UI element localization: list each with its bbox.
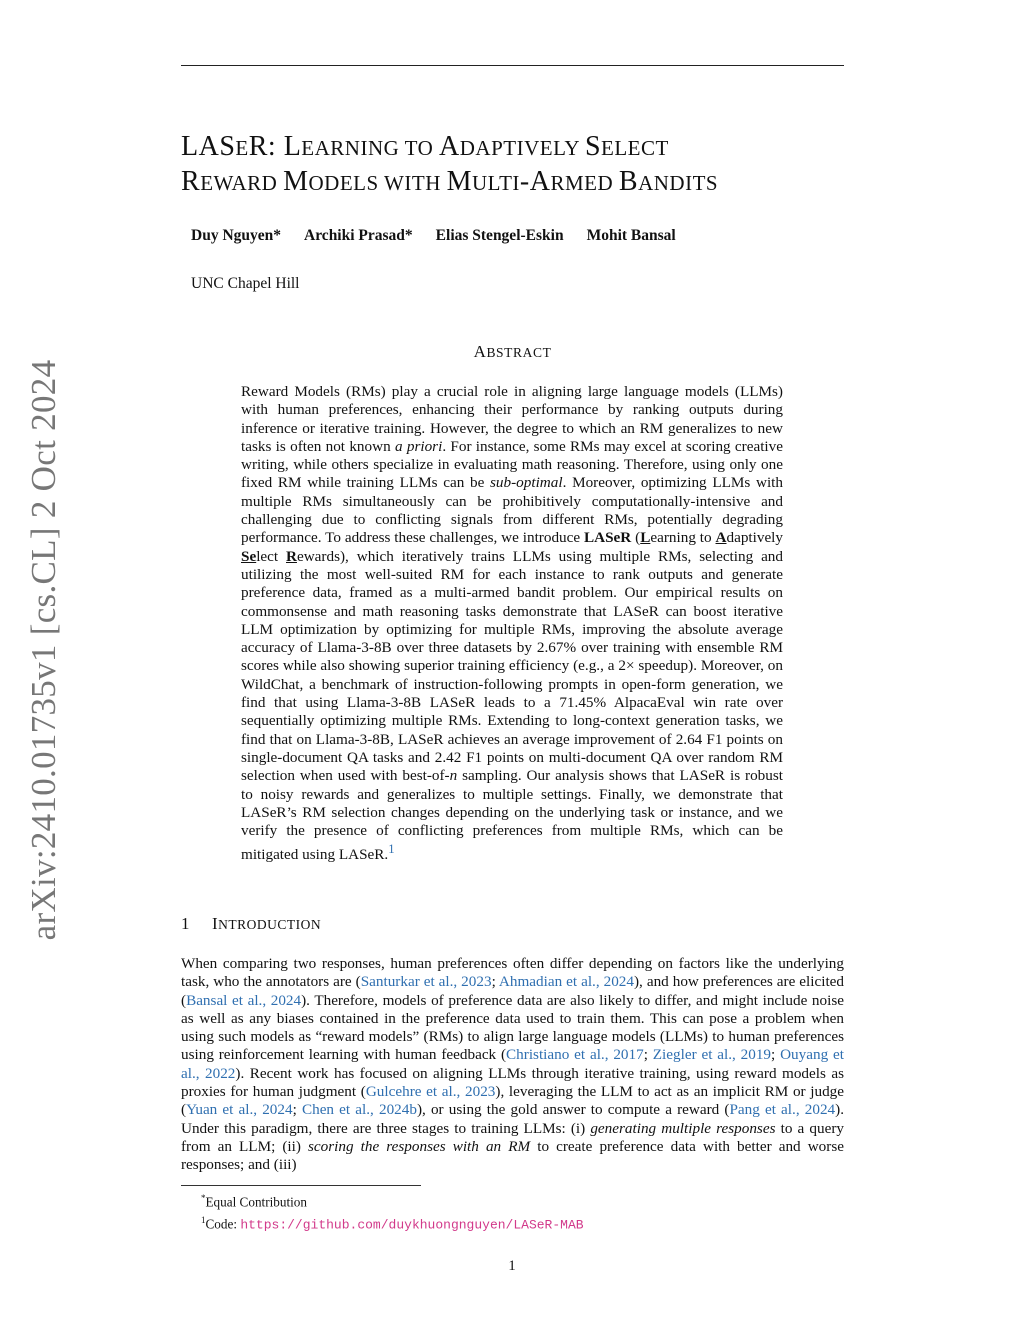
abstract-heading: ABSTRACT [473,342,552,361]
author-name: Mohit Bansal [586,227,676,244]
citation-link[interactable]: Ouyang et al., 2022 [181,1046,844,1082]
citation-link[interactable]: Chen et al., 2024b [301,1101,417,1119]
footnotes [201,1189,584,1235]
affiliation: UNC Chapel Hill [191,275,300,292]
footnote-link[interactable]: 1 [388,842,395,857]
page-number: 1 [508,1258,516,1274]
arxiv-identifier[interactable]: arXiv:2410.01735v1 [cs.CL] 2 Oct 2024 [24,359,63,941]
footnote-rule [181,1185,421,1186]
citation-link[interactable]: Gulcehre et al., 2023 [365,1083,496,1101]
paper-title [181,130,881,200]
method-name: LASeR [584,529,632,547]
title-line-2: REWARD MODELS WITH MULTI-ARMED BANDITS [181,166,719,197]
code-url-link[interactable]: https://github.com/duykhuongnguyen/LASeR-MAB [240,1217,584,1233]
introduction-text: When comparing two responses, human preferences often differ depending on factors like the underlying task, who the annotators are (Santurkar et al., 2023; Ahmadian et al., 2024), and how preferences are elicited (Bansal et al., 2024). Therefore, models of preference data are also likely to differ, and might include noise as well as any biases contained in the preference data used to train them. This can pose a problem when using such models as “reward models” (RMs) to align large language models (LLMs) to human preferences using reinforcement learning with human feedback (Christiano et al., 2017; Ziegler et al., 2019; Ouyang et al., 2022). Recent work has focused on aligning LLMs through iterative training, using reward models as proxies for human judgment (Gulcehre et al., 2023), leveraging the LLM to act as an implicit RM or judge (Yuan et al., 2024; Chen et al., 2024b), or using the gold answer to compute a reward (Pang et al., 2024). Under this paradigm, there are three stages to training LLMs: (i) generating multiple responses to a query from an LLM; (ii) scoring the responses with an RM to create preference data with better and worse responses; and (iii) [181,955,845,1174]
author-list [191,227,699,245]
citation-link[interactable]: Yuan et al., 2024 [186,1101,293,1119]
title-line-1: LASER: LEARNING TO ADAPTIVELY SELECT [181,131,669,162]
citation-link[interactable]: Ahmadian et al., 2024 [498,973,634,991]
citation-link[interactable]: Santurkar et al., 2023 [360,973,492,991]
abstract-text: Reward Models (RMs) play a crucial role in aligning large language models (LLMs) with human preferences, enhancing their performance by ranking outputs during inference or iterative training. However, the degree to which an RM generalizes to new tasks is often not known a priori. For instance, some RMs may excel at scoring creative writing, while others specialize in evaluating math reasoning. Therefore, using only one fixed RM while training LLMs can be sub-optimal. Moreover, optimizing LLMs with multiple RMs simultaneously can be prohibitively computationally-intensive and challenging due to conflicting signals from different RMs, potentially degrading performance. To address these challenges, we introduce LASeR (Learning to Adaptively Select Rewards), which iteratively trains LLMs using multiple RMs, selecting and utilizing the most well-suited RM for each instance to rank outputs and generate preference data, framed as a multi-armed bandit problem. Our empirical results on commonsense and math reasoning tasks demonstrate that LASeR can boost iterative LLM optimization by optimizing for multiple RMs, improving the absolute average accuracy of Llama-3-8B over three datasets by 2.67% over training with ensemble RM scores while also showing superior training efficiency (e.g., a 2× speedup). Moreover, on WildChat, a benchmark of instruction-following prompts in open-form generation, we find that using Llama-3-8B LASeR leads to a 71.45% AlpacaEval win rate over sequentially optimizing multiple RMs. Extending to long-context generation tasks, we find that on Llama-3-8B, LASeR achieves an average improvement of 2.64 F1 points on single-document QA tasks and 2.42 F1 points on multi-document QA over random RM selection when used with best-of-n sampling. Our analysis shows that LASeR is robust to noisy rewards and generalizes to multiple settings. Finally, we demonstrate that LASeR’s RM selection changes depending on the underlying task or instance, and we verify the presence of conflicting preferences from multiple RMs, which can be mitigated using LASeR.$^1$ [241,383,783,864]
footnote-equal-contribution: *Equal Contribution [201,1193,307,1210]
section-heading-introduction: 1 INTRODUCTION [181,914,322,933]
author-name: Elias Stengel-Eskin [435,227,564,244]
citation-link[interactable]: Ziegler et al., 2019 [652,1046,772,1064]
author-name: Duy Nguyen* [191,227,282,244]
citation-link[interactable]: Christiano et al., 2017 [506,1046,644,1064]
author-name: Archiki Prasad* [304,227,413,244]
header-rule [181,65,844,66]
footnote-code: $^1$Code: https://github.com/duykhuongnguyen/LASeR-MAB [201,1215,584,1233]
citation-link[interactable]: Bansal et al., 2024 [186,991,302,1009]
citation-link[interactable]: Pang et al., 2024 [729,1101,836,1119]
